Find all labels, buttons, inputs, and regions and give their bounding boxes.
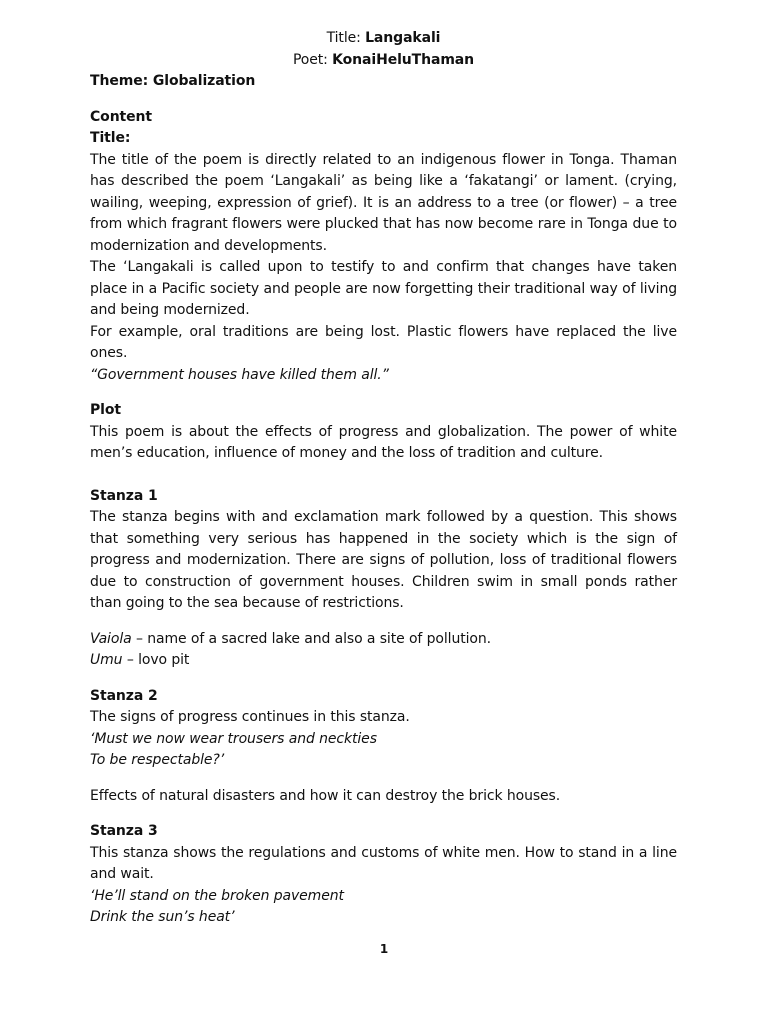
government-quote: “Government houses have killed them all.” — [90, 366, 389, 383]
title-line — [90, 28, 677, 50]
plot-heading: Plot — [90, 402, 121, 418]
poet-label: Poet: — [292, 51, 333, 68]
plot-paragraph: This poem is about the effects of progress and globalization. The power of white men’s education, influence of money and the loss of tradition and culture. — [90, 423, 677, 461]
title-paragraph-2: The ‘Langakali is called upon to testify to and confirm that changes have taken place in a Pacific society and people are now forgetting their traditional way of living and being modernized. — [90, 259, 677, 318]
title-paragraph-1: The title of the poem is directly related to an indigenous flower in Tonga. Thaman has described the poem ‘Langakali’ as being like a ‘fakatangi’ or lament. (crying, wailing, weeping, expression of grief). It is an address to a tree (or flower) – a tree from which fragrant flowers were plucked that has now become rare in Tonga due to modernization and developments. — [90, 151, 677, 254]
poet-line — [90, 50, 677, 72]
stanza2-heading: Stanza 2 — [90, 687, 158, 704]
stanza2-quote-line-1: ‘Must we now wear trousers and neckties — [90, 730, 377, 747]
stanza3-heading: Stanza 3 — [90, 823, 158, 839]
term-umu: Umu — [90, 652, 123, 668]
stanza3-quote-line-1: ‘He’ll stand on the broken pavement — [90, 887, 344, 904]
stanza3-quote-line-2: Drink the sun’s heat’ — [90, 909, 235, 925]
stanza1-term-umu — [90, 650, 677, 672]
page-number: 1 — [379, 942, 389, 956]
stanza2-quote-line-2: To be respectable?’ — [90, 752, 225, 768]
stanza2-paragraph-2: Effects of natural disasters and how it can destroy the brick houses. — [90, 787, 561, 804]
poet-value: KonaiHeluThaman — [332, 51, 475, 68]
stanza1-heading: Stanza 1 — [90, 487, 158, 504]
term-vaiola: Vaiola — [90, 630, 132, 647]
def-umu: – lovo pit — [122, 652, 190, 668]
title-paragraph-3: For example, oral traditions are being lost. Plastic flowers have replaced the live ones. — [90, 323, 677, 361]
stanza3-paragraph: This stanza shows the regulations and customs of white men. How to stand in a line and wait. — [90, 844, 677, 882]
document-body — [90, 28, 677, 929]
title-label: Title: — [326, 30, 366, 46]
content-heading: Content — [90, 108, 153, 125]
stanza1-paragraph: The stanza begins with and exclamation mark followed by a question. This shows that something very serious has happened in the society which is the sign of progress and modernization. There are signs of pollution, loss of traditional flowers due to construction of government houses. Children swim in small ponds rather than going to the sea because of restrictions. — [90, 509, 677, 611]
title-subheading: Title: — [90, 130, 131, 146]
theme-heading: Theme: Globalization — [90, 73, 256, 89]
stanza2-paragraph: The signs of progress continues in this stanza. — [90, 709, 410, 725]
title-value: Langakali — [365, 30, 441, 46]
def-vaiola: – name of a sacred lake and also a site of pollution. — [131, 630, 491, 647]
stanza1-term-vaiola — [90, 629, 677, 651]
